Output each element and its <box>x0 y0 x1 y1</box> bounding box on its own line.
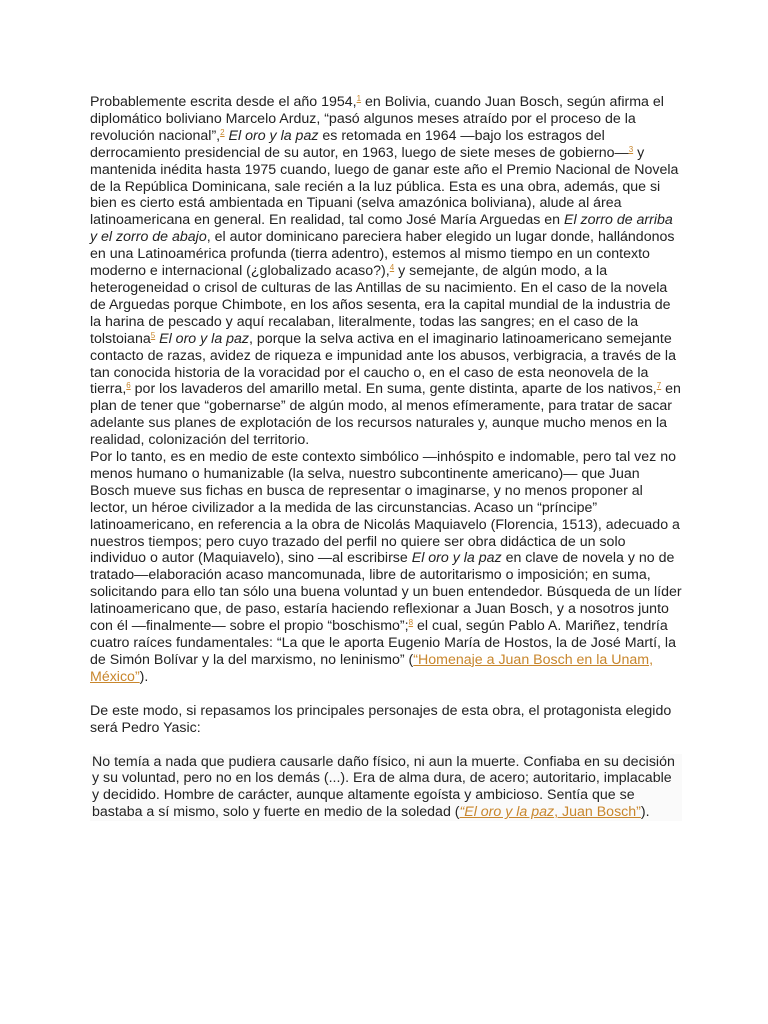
homenaje-link[interactable]: “Homenaje a Juan Bosch en la Unam, México” <box>90 651 654 685</box>
text-run: , porque la selva activa en el imaginario latinoamericano semejante contacto de razas, avidez de riqueza e impunidad ante los abusos, verbigracia, a través de la tan conocida historia de la voracidad por el caucho o, en el caso de esta neonovela de la tierra, <box>90 330 676 398</box>
footnote-link[interactable]: 1 <box>356 94 362 103</box>
text-run: en clave de novela y no de tratado—elaboración acaso mancomunada, libre de autoritarismo o imposición; en suma, solicitando para ello tan sólo una buena voluntad y un buen entendedor. Búsqueda de un líder latinoamericano que, de paso, estaría haciendo reflexionar a Juan Bosch, y a nosotros junto con él —finalmente— sobre el propio “boschismo”; <box>90 550 682 635</box>
source-link-author[interactable]: , Juan Bosch” <box>554 804 641 821</box>
footnote-link[interactable]: 3 <box>628 144 634 154</box>
text-run: Por lo tanto, es en medio de este contexto simbólico —inhóspito e indomable, pero tal vez no menos humano o humanizable (la selva, nuestro subcontinente americano)— que Juan Bosch mueve sus fichas en busca de representar o imaginarse, y no menos proponer al lector, un héroe civilizador a la medida de las circunstancias. Acaso un “príncipe” latinoamericano, en referencia a la obra de Nicolás Maquiavelo (Florencia, 1513), adecuado a nuestros tiempos; pero cuyo trazado del perfil no quiere ser obra didáctica de un solo individuo o autor (Maquiavelo), sino —al escribirse <box>90 449 680 567</box>
book-title: El oro y la paz <box>155 330 250 347</box>
text-run: ). <box>640 804 650 821</box>
footnote-link[interactable]: 5 <box>150 330 156 340</box>
text-run: ). <box>139 668 149 685</box>
text-run: y mantenida inédita hasta 1975 cuando, luego de ganar este año el Premio Nacional de Novela de la República Dominicana, sale recién a la luz pública. Esta es una obra, además, que si bien es cierto está ambientada en Tipuani (selva amazónica boliviana), alude al área latinoamericana en general. En realidad, tal como José María Arguedas en <box>90 144 679 229</box>
spacer <box>90 737 682 754</box>
book-title: El oro y la paz <box>411 550 502 567</box>
text-run: en Bolivia, cuando Juan Bosch, según afirma el diplomático boliviano Marcelo Arduz, “pasó algunos meses atraído por el proceso de la revolución nacional”, <box>90 94 664 144</box>
paragraph-3: De este modo, si repasamos los principales personajes de esta obra, el protagonista elegido será Pedro Yasic: <box>90 702 672 736</box>
spacer <box>90 686 682 703</box>
footnote-link[interactable]: 8 <box>408 618 414 628</box>
source-link-title[interactable]: “El oro y la paz <box>459 804 555 821</box>
text-run: en plan de tener que “gobernarse” de algún modo, al menos efímeramente, para tratar de sacar adelante sus planes de explotación de los recursos naturales y, aunque mucho menos en la realidad, colonización del territorio. <box>90 381 681 449</box>
block-quote <box>90 754 682 822</box>
text-run: por los lavaderos del amarillo metal. En suma, gente distinta, aparte de los nativos, <box>130 381 657 398</box>
text-run: Probablemente escrita desde el año 1954, <box>90 94 357 110</box>
text-run: el cual, según Pablo A. Mariñez, tendría cuatro raíces fundamentales: “La que le aporta Eugenio María de Hostos, la de José Martí, la de Simón Bolívar y la del marxismo, no leninismo” ( <box>90 618 676 668</box>
footnote-link[interactable]: 6 <box>126 381 131 391</box>
footnote-link[interactable]: 7 <box>656 381 662 391</box>
book-title: El oro y la paz <box>224 127 323 144</box>
paragraph-2 <box>90 449 682 686</box>
source-link[interactable] <box>460 804 641 820</box>
text-run: No temía a nada que pudiera causarle daño físico, ni aun la muerte. Confiaba en su decisión y su voluntad, pero no en los demás (...). Era de alma dura, de acero; autoritario, implacable y decidido. Hombre de carácter, aunque altamente egoísta y ambicioso. Sentía que se bastaba a sí mismo, solo y fuerte en medio de la soledad ( <box>92 753 675 821</box>
text-run: , el autor dominicano pareciera haber elegido un lugar donde, hallándonos en una Latinoamérica profunda (tierra adentro), estemos al mismo tiempo en un contexto moderno e internacional (¿globalizado acaso?), <box>90 229 675 280</box>
text-run: y semejante, de algún modo, a la heterogeneidad o crisol de culturas de las Antillas de su nacimiento. En el caso de la novela de Arguedas porque Chimbote, en los años sesenta, era la capital mundial de la industria de la harina de pescado y aquí recalaban, literalmente, todas las sangres; en el caso de la tolstoiana <box>90 263 671 347</box>
footnote-link[interactable]: 2 <box>220 127 225 137</box>
paragraph-1 <box>90 94 682 449</box>
article-body <box>90 94 682 821</box>
book-title: El zorro de arriba y el zorro de abajo <box>90 212 673 246</box>
footnote-link[interactable]: 4 <box>389 263 395 273</box>
text-run: es retomada en 1964 —bajo los estragos del derrocamiento presidencial de su autor, en 1963, luego de siete meses de gobierno— <box>90 127 629 161</box>
